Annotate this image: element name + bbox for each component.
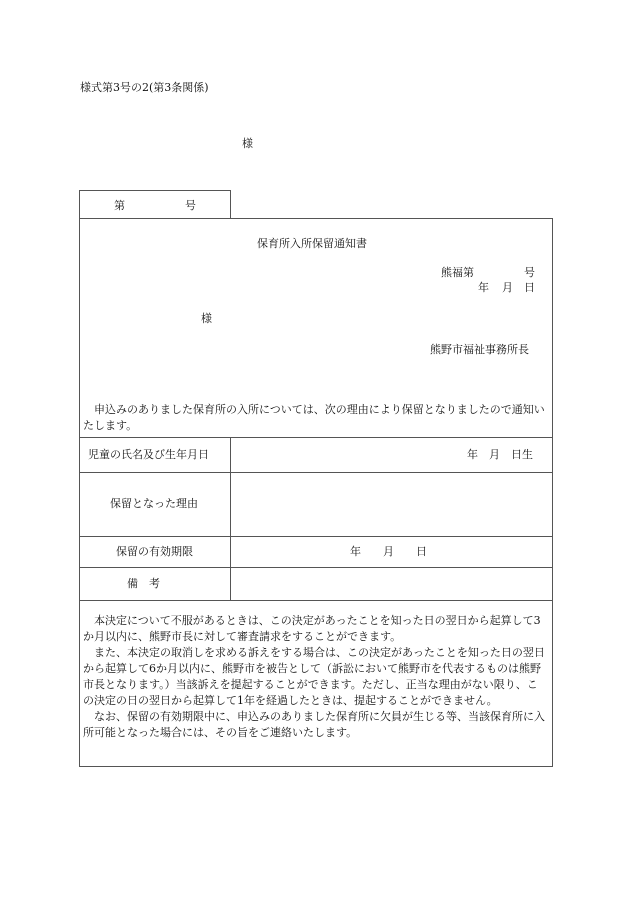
table-line-2 [79, 472, 553, 473]
table-line-4 [79, 567, 553, 568]
notice-title: 保育所入所保留通知書 [257, 237, 367, 250]
notice-body-text: 申込みのありました保育所の入所については、次の理由により保留となりましたので通知いたします。 [83, 403, 545, 432]
date-nen: 年 [478, 281, 489, 294]
ref-prefix: 熊福第 [441, 266, 474, 279]
date-tsuki: 月 [502, 281, 513, 294]
table-line-1 [79, 437, 553, 438]
form-label: 様式第3号の2(第3条関係) [80, 81, 209, 94]
ref-suffix: 号 [524, 266, 535, 279]
number-dai: 第 [114, 199, 125, 212]
footer-note-vacancy: なお、保留の有効期限中に、申込みのありました保育所に欠員が生じる等、当該保育所に入所可能となった場合には、その旨をご連絡いたします。 [83, 709, 545, 739]
number-box [79, 190, 231, 219]
row-label-reason: 保留となった理由 [110, 497, 198, 510]
footer-note-appeal: 本決定について不服があるときは、この決定があったことを知った日の翌日から起算して3か月以内に、熊野市長に対して審査請求をすることができます。 [83, 614, 541, 643]
row-label-remarks: 備 考 [127, 577, 160, 590]
row-label-child-name: 児童の氏名及び生年月日 [88, 448, 209, 461]
table-line-5 [79, 600, 553, 601]
row-label-valid-period: 保留の有効期限 [116, 545, 193, 558]
addressee-sama: 様 [201, 312, 212, 325]
issuer-name: 熊野市福祉事務所長 [430, 343, 529, 356]
number-go: 号 [185, 199, 196, 212]
table-divider [230, 437, 231, 600]
table-line-3 [79, 536, 553, 537]
footer-notes [83, 613, 548, 741]
footer-note-lawsuit: また、本決定の取消しを求める訴えをする場合は、この決定があったことを知った日の翌日から起算して6か月以内に、熊野市を被告として（訴訟において熊野市を代表するものは熊野市長となります。）当該訴えを提起することができます。ただし、正当な理由がない限り、この決定の日の翌日から起算して1年を経過したときは、提起することができません。 [83, 645, 545, 707]
recipient-sama: 様 [242, 137, 253, 150]
row-value-valid-period: 年 月 日 [350, 545, 427, 558]
date-hi: 日 [524, 281, 535, 294]
row-value-birthdate: 年 月 日生 [467, 448, 533, 461]
